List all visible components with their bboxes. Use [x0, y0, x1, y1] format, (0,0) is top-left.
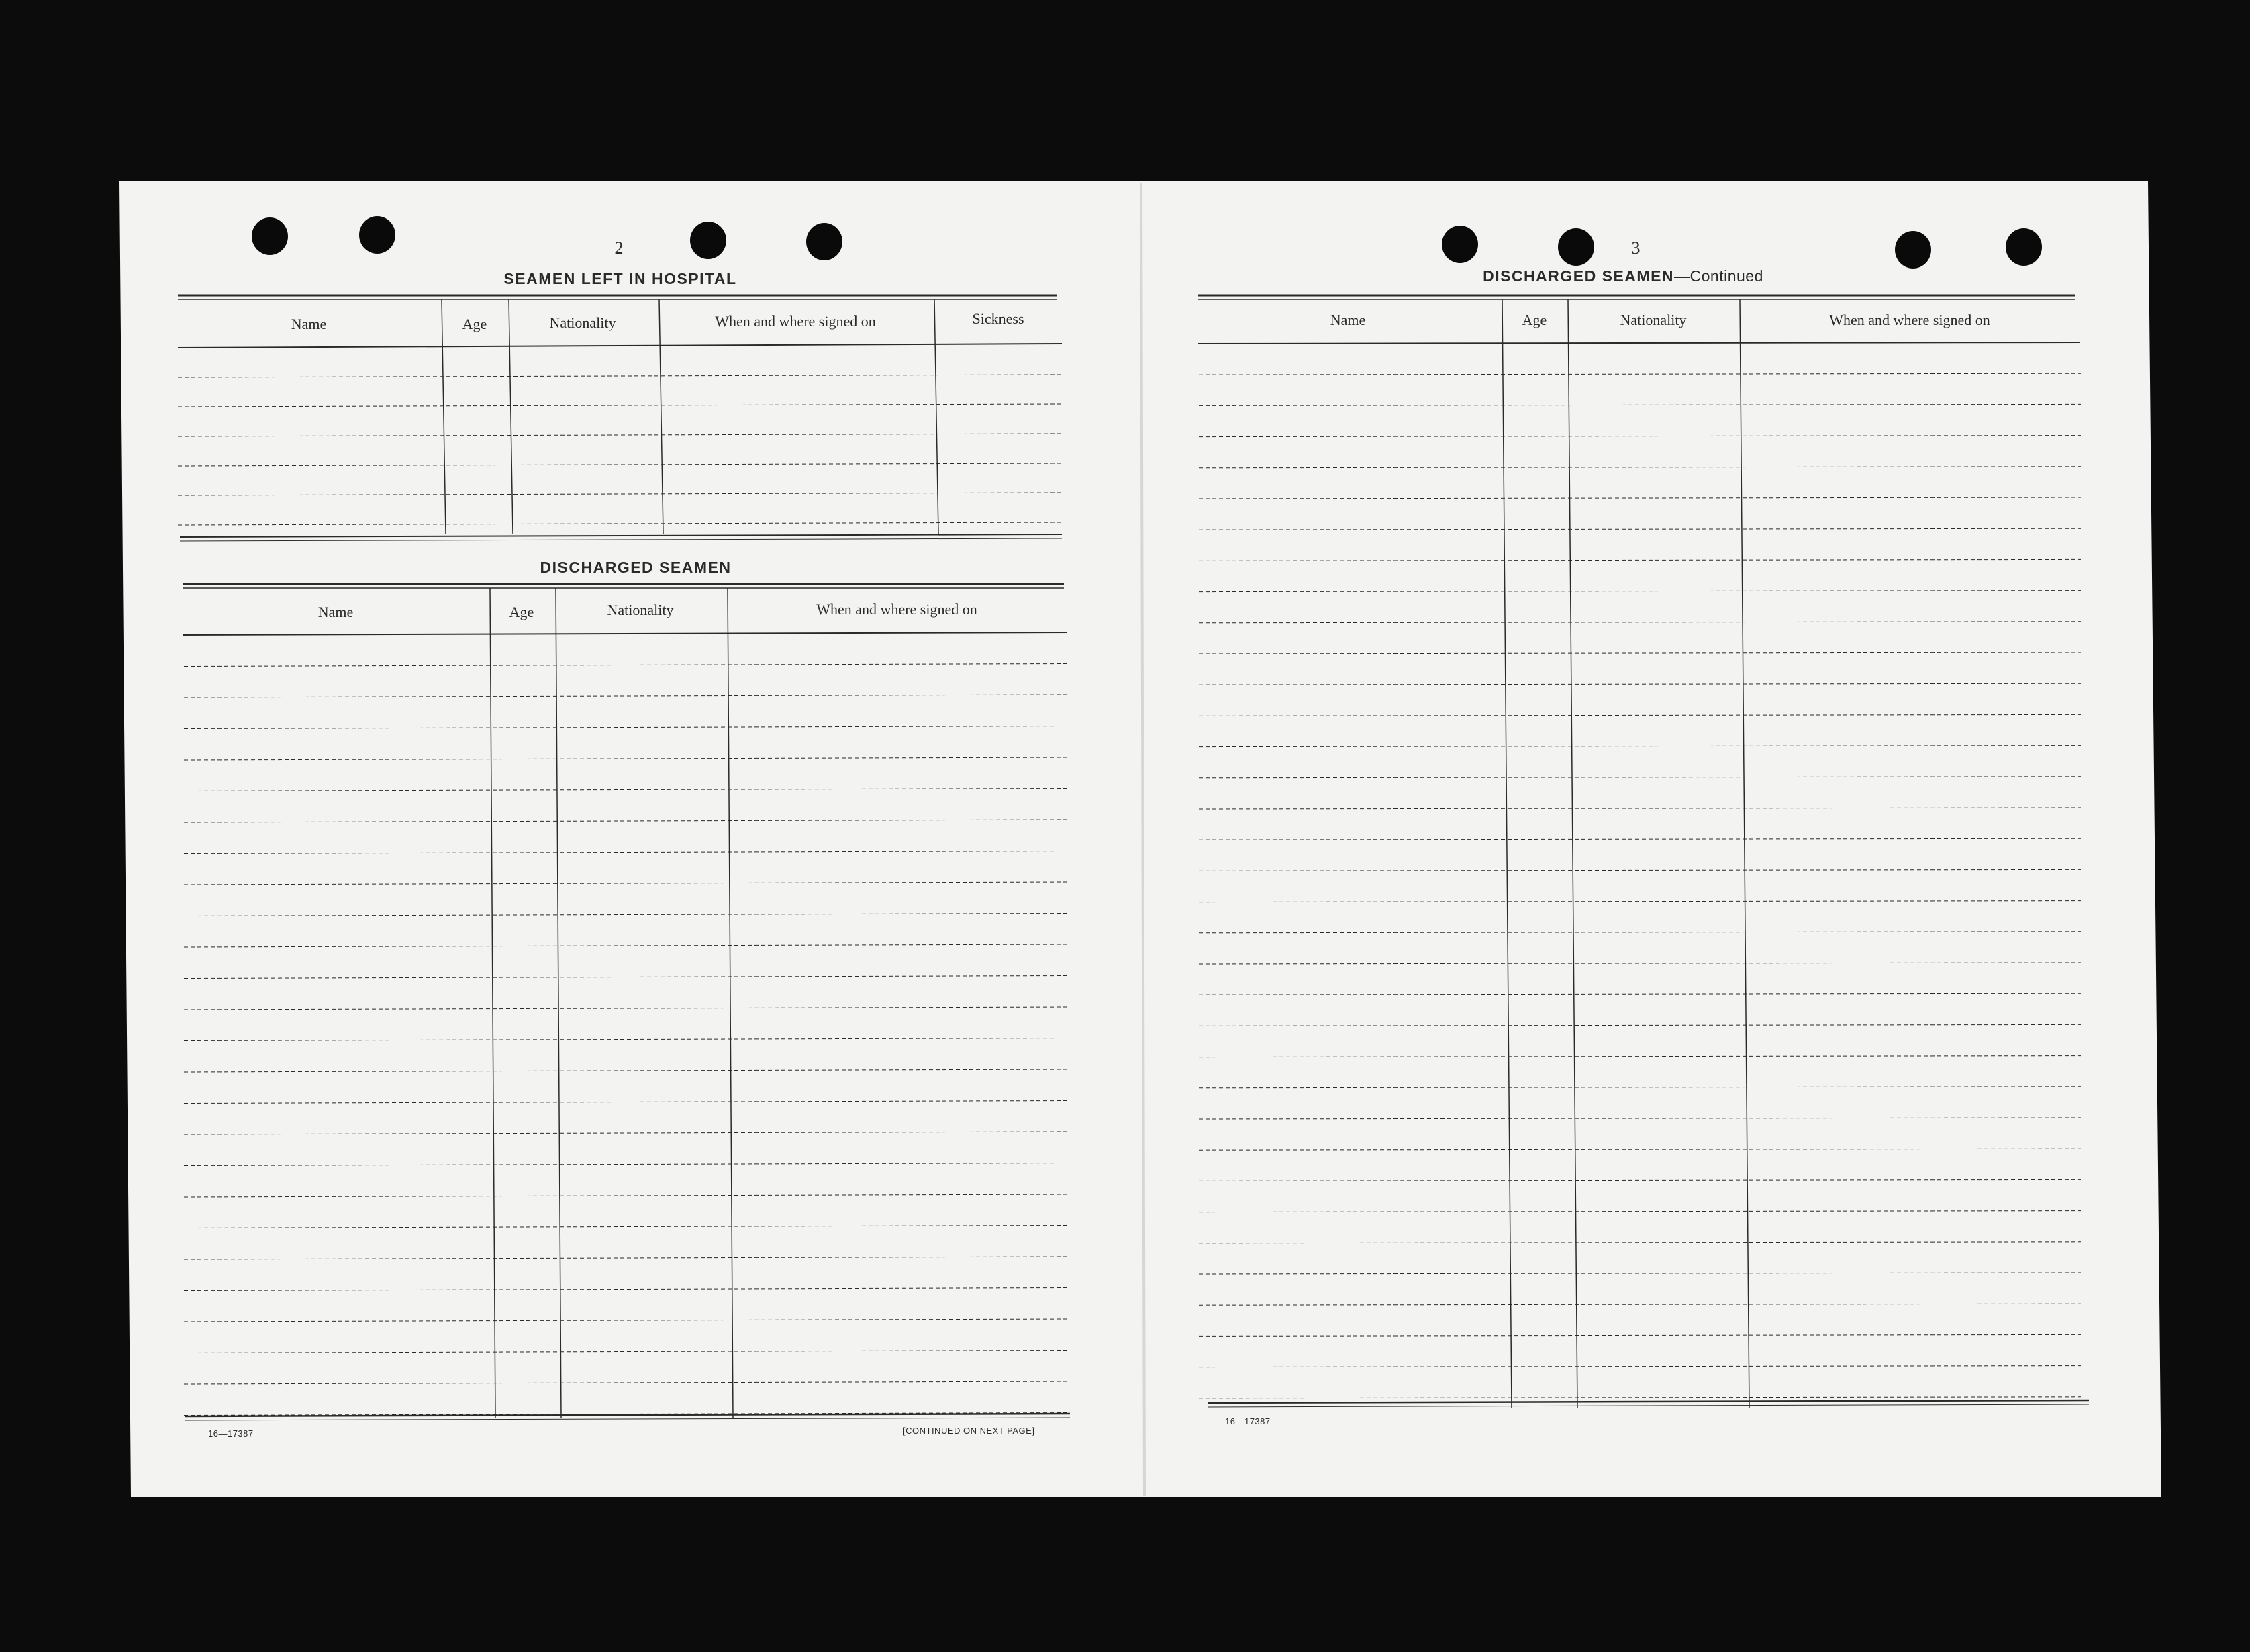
discharged-continued-title-main: DISCHARGED SEAMEN	[1483, 267, 1675, 285]
punch-hole	[359, 216, 395, 254]
right-form-number: 16—17387	[1225, 1416, 1271, 1426]
punch-hole	[1895, 231, 1931, 269]
hospital-col-sickness: Sickness	[972, 310, 1024, 327]
continued-note: [CONTINUED ON NEXT PAGE]	[903, 1426, 1035, 1436]
discharged-continued-title-suffix: —Continued	[1674, 267, 1763, 285]
punch-hole	[2006, 228, 2042, 266]
right-col-age: Age	[1522, 311, 1547, 328]
right-col-signed-on: When and where signed on	[1829, 311, 1990, 328]
discharged-continued-title	[1483, 267, 1763, 285]
hospital-col-age: Age	[462, 315, 487, 332]
hospital-section-title: SEAMEN LEFT IN HOSPITAL	[503, 270, 737, 287]
discharged-col-signed-on: When and where signed on	[816, 601, 977, 618]
hospital-col-signed-on: When and where signed on	[715, 313, 876, 330]
paper-sheet	[119, 181, 2161, 1497]
right-col-nationality: Nationality	[1620, 311, 1687, 328]
hospital-col-nationality: Nationality	[549, 314, 616, 331]
punch-hole	[1558, 228, 1594, 266]
discharged-col-age: Age	[509, 603, 534, 620]
punch-hole	[806, 223, 842, 260]
left-form-number: 16—17387	[208, 1428, 254, 1439]
right-page-number: 3	[1631, 238, 1641, 258]
discharged-col-nationality: Nationality	[607, 601, 674, 618]
punch-hole	[690, 222, 726, 259]
right-col-name: Name	[1330, 311, 1366, 328]
discharged-col-name: Name	[317, 603, 354, 620]
left-page-number: 2	[614, 238, 624, 258]
discharged-section-title: DISCHARGED SEAMEN	[540, 558, 732, 576]
punch-hole	[252, 217, 288, 255]
hospital-col-name: Name	[291, 315, 327, 332]
punch-hole	[1442, 226, 1478, 263]
